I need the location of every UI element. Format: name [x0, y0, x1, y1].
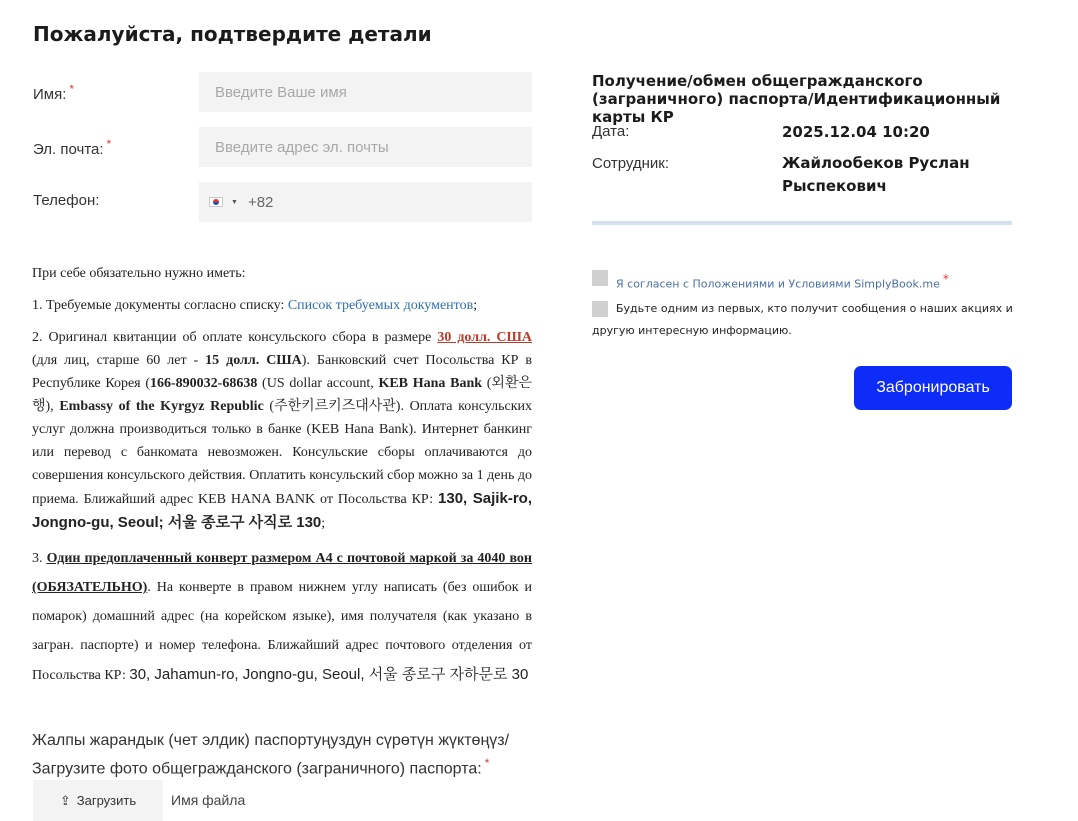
email-label: Эл. почта: * — [33, 137, 112, 158]
documents-list-link[interactable]: Список требуемых документов — [287, 298, 474, 313]
fee-link[interactable]: 30 долл. США — [437, 330, 532, 345]
upload-icon: ⇪ — [59, 792, 71, 808]
service-title: Получение/обмен общегражданского (заграничного) паспорта/Идентификационный карты КР — [592, 72, 1001, 126]
divider — [592, 221, 1012, 225]
staff-value: Жайлообеков Руслан Рыспекович — [782, 154, 970, 195]
date-label: Дата: — [592, 123, 630, 140]
email-input[interactable] — [199, 127, 532, 167]
terms-row — [592, 270, 949, 291]
news-checkbox[interactable] — [592, 301, 608, 317]
requirement-1: 1. Требуемые документы согласно списку: Список требуемых документов; — [32, 298, 478, 313]
upload-button[interactable]: ⇪ Загрузить — [33, 780, 163, 821]
terms-checkbox[interactable] — [592, 270, 608, 286]
staff-label: Сотрудник: — [592, 155, 670, 172]
required-mark: * — [106, 137, 112, 151]
date-value: 2025.12.04 10:20 — [782, 123, 930, 141]
terms-link[interactable]: Я согласен с Положениями и Условиями SimplyBook.me * — [616, 272, 949, 291]
post-office-address: 30, Jahamun-ro, Jongno-gu, Seoul, 서울 종로구 자하문로 30 — [129, 666, 529, 683]
news-row — [592, 298, 1017, 342]
phone-code: +82 — [247, 193, 274, 211]
requirements-intro: При себе обязательно нужно иметь: — [32, 266, 246, 281]
news-label: Будьте одним из первых, кто получит сообщения о наших акциях и другую интересную информацию. — [592, 302, 1013, 337]
phone-row — [33, 192, 533, 232]
requirements-info — [32, 262, 532, 699]
name-label: Имя: * — [33, 82, 75, 103]
email-row — [33, 137, 533, 177]
chevron-down-icon[interactable]: ▼ — [231, 198, 238, 206]
bank-address: 130, Sajik-ro, Jongno-gu, Seoul; 서울 종로구 사직로 130 — [32, 490, 532, 531]
passport-upload-label: Жалпы жарандык (чет элдик) паспортуңуздун сүрөтүн жүктөңүз/ Загрузите фото общегражданского (заграничного) паспорта: * — [32, 732, 510, 778]
phone-input[interactable] — [199, 182, 532, 222]
book-button[interactable]: Забронировать — [854, 366, 1012, 410]
requirement-2: 2. Оригинал квитанции об оплате консульского сбора в размере 30 долл. США (для лиц, старше 60 лет - 15 долл. США). Банковский счет Посольства КР в Республике Корея (166-890032-68638 (US dollar account, KEB Hana Bank (외환은행), Embassy of the Kyrgyz Republic (주한키르키즈대사관). Оплата консульских услуг должна производиться только в банке (KEB Hana Bank). Интернет банкинг или перевод с банкомата невозможен. Консульские сборы оплачиваются до совершения консульского действия. Оплатить консульский сбор можно за 1 день до приема. Ближайший адрес KEB HANA BANK от Посольства КР: 130, Sajik-ro, Jongno-gu, Seoul; 서울 종로구 사직로 130; — [32, 330, 533, 531]
name-row — [33, 82, 533, 122]
requirement-3: 3. Один предоплаченный конверт размером А4 с почтовой маркой за 4040 вон (ОБЯЗАТЕЛЬНО). На конверте в правом нижнем углу написать (без ошибок и помарок) домашний адрес (на корейском языке), имя получателя (как указано в загран. паспорте) и номер телефона. Ближайший адрес почтового отделения от Посольства КР: 30, Jahamun-ro, Jongno-gu, Seoul, 서울 종로구 자하문로 30 — [32, 551, 532, 683]
required-mark: * — [484, 756, 490, 770]
file-name: Имя файла — [171, 792, 246, 808]
page-title: Пожалуйста, подтвердите детали — [33, 22, 432, 46]
required-mark: * — [69, 82, 75, 96]
name-input[interactable] — [199, 72, 532, 112]
phone-label: Телефон: — [33, 192, 100, 209]
korea-flag-icon[interactable] — [209, 197, 223, 207]
required-mark: * — [942, 272, 949, 286]
